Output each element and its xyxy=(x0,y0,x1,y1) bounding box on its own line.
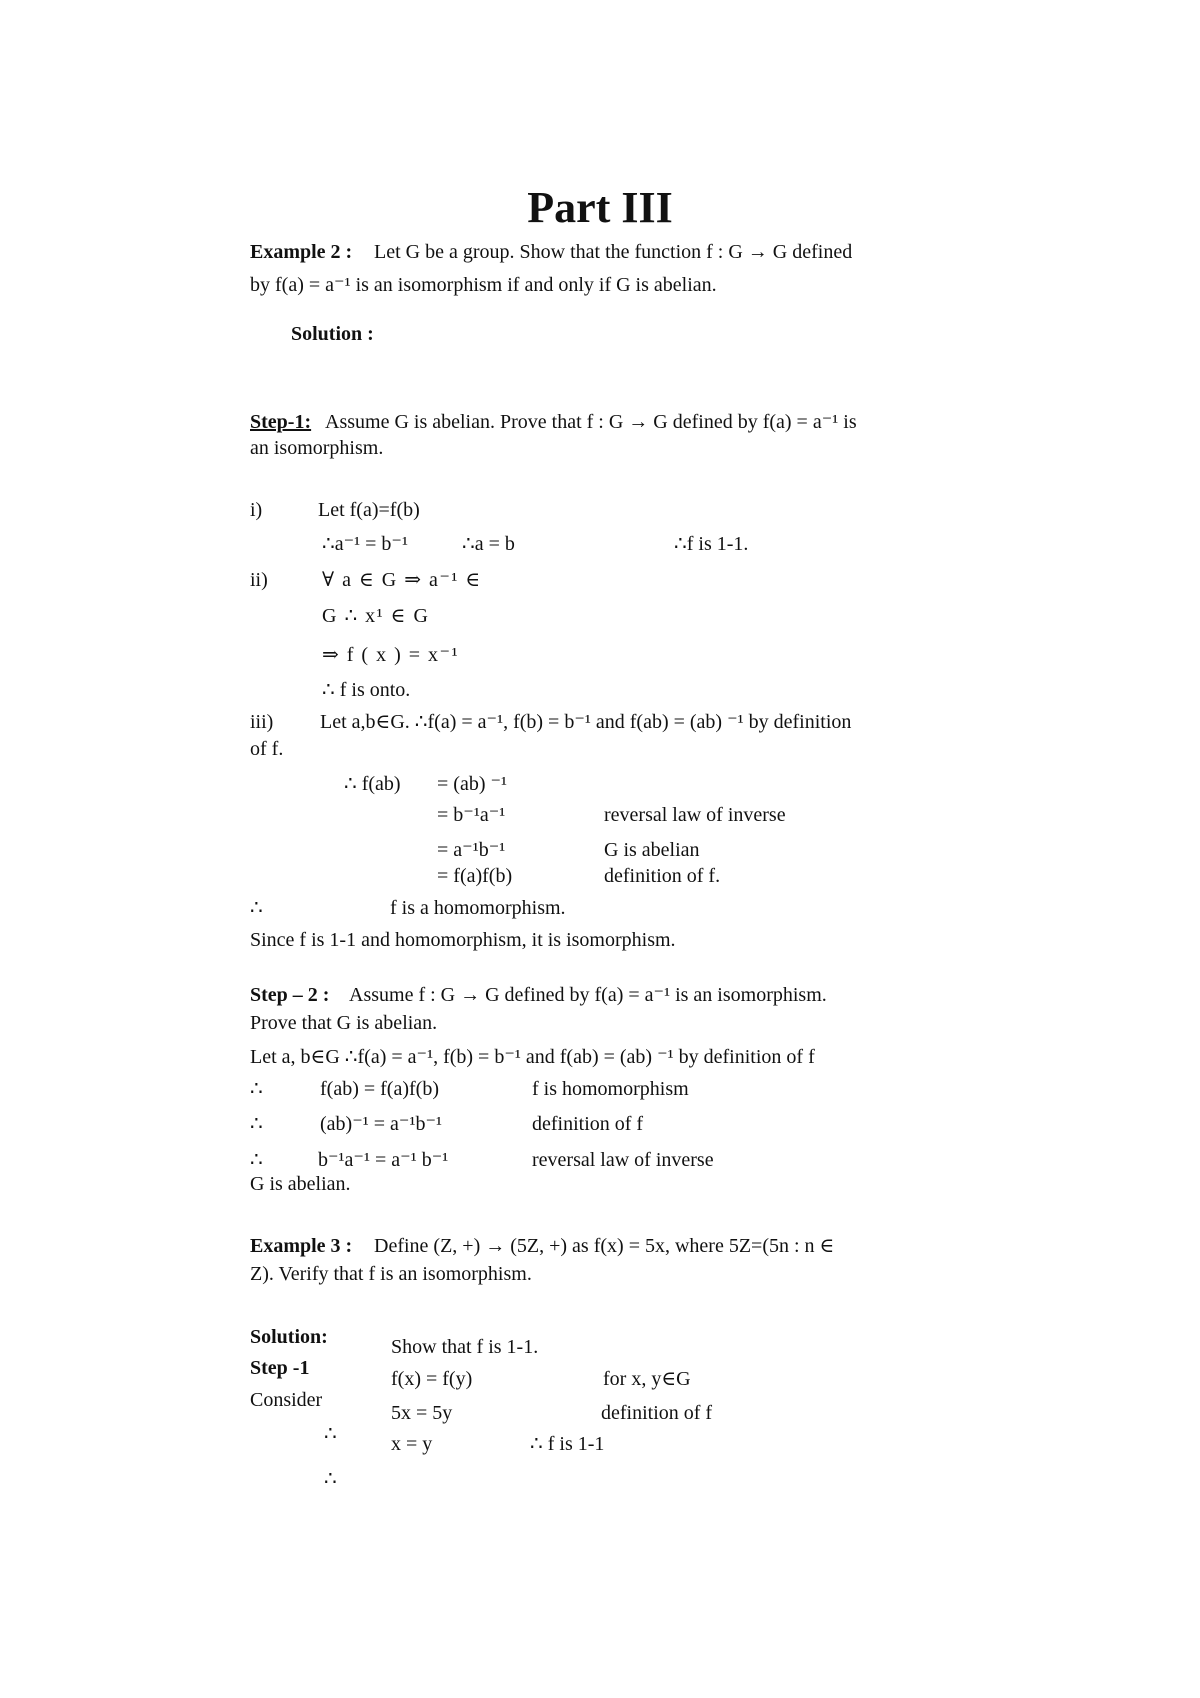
example-3-line-2: Z). Verify that f is an isomorphism. xyxy=(250,1263,532,1285)
part-iii-reason-3: G is abelian xyxy=(604,839,700,861)
example-3-step-1: Step -1 xyxy=(250,1357,310,1379)
step-2-reason-2: definition of f xyxy=(532,1113,644,1135)
example-2-line-1: Let G be a group. Show that the function f : G → G defined xyxy=(374,241,853,263)
part-i-conclusion: ∴f is 1-1. xyxy=(674,533,749,555)
step-1-line-1: Assume G is abelian. Prove that f : G → G defined by f(a) = a⁻¹ is xyxy=(325,411,857,433)
step-2-line-3: Let a, b∈G ∴f(a) = a⁻¹, f(b) = b⁻¹ and f(ab) = (ab) ⁻¹ by definition of f xyxy=(250,1046,815,1068)
step-2-line-2: Prove that G is abelian. xyxy=(250,1012,438,1034)
example-3-eq-3: x = y xyxy=(391,1433,433,1455)
part-iii-step-4: = f(a)f(b) xyxy=(437,865,513,887)
step-1-line-2: an isomorphism. xyxy=(250,437,384,459)
part-iii-number: iii) xyxy=(250,711,274,733)
step-2-line-1: Assume f : G → G defined by f(a) = a⁻¹ is an isomorphism. xyxy=(349,984,827,1006)
example-3-reason-2: definition of f xyxy=(601,1402,713,1424)
step-2-eq-2: (ab)⁻¹ = a⁻¹b⁻¹ xyxy=(320,1113,443,1135)
example-3-eq-2: 5x = 5y xyxy=(391,1402,453,1424)
part-ii-line-3: ⇒ f ( x ) = x⁻¹ xyxy=(322,644,460,666)
example-3-reason-1: for x, y∈G xyxy=(603,1368,691,1390)
page-title: Part III xyxy=(527,183,673,232)
example-2-line-2: by f(a) = a⁻¹ is an isomorphism if and only if G is abelian. xyxy=(250,274,717,296)
part-i-number: i) xyxy=(250,499,263,521)
step-2-conclusion: G is abelian. xyxy=(250,1173,351,1195)
step-2-eq-3: b⁻¹a⁻¹ = a⁻¹ b⁻¹ xyxy=(318,1149,449,1171)
part-ii-number: ii) xyxy=(250,569,268,591)
therefore-symbol: ∴ xyxy=(324,1468,337,1490)
example-3-solution: Solution: xyxy=(250,1326,328,1348)
part-ii-line-1: ∀ a ∈ G ⇒ a⁻¹ ∈ xyxy=(322,569,482,591)
part-ii-line-2: G ∴ x¹ ∈ G xyxy=(322,605,430,627)
step-2-reason-1: f is homomorphism xyxy=(532,1078,689,1100)
part-iii-reason-2: reversal law of inverse xyxy=(604,804,786,826)
step-2-reason-3: reversal law of inverse xyxy=(532,1149,714,1171)
step-1-label: Step-1: xyxy=(250,411,312,433)
example-3-consider: Consider xyxy=(250,1389,323,1411)
part-iii-f-ab: ∴ f(ab) xyxy=(344,773,401,795)
example-3-conclusion: ∴ f is 1-1 xyxy=(530,1433,605,1455)
therefore-symbol: ∴ xyxy=(324,1423,337,1445)
solution-heading: Solution : xyxy=(291,323,374,345)
part-i-a-equals-b: ∴a = b xyxy=(462,533,515,555)
example-2-label: Example 2 : xyxy=(250,241,353,263)
therefore-symbol: ∴ xyxy=(250,1149,263,1171)
part-iii-line-2: of f. xyxy=(250,738,284,760)
step-2-eq-1: f(ab) = f(a)f(b) xyxy=(320,1078,439,1100)
step-2-label: Step – 2 : xyxy=(250,984,330,1006)
part-iii-line-1: Let a,b∈G. ∴f(a) = a⁻¹, f(b) = b⁻¹ and f(ab) = (ab) ⁻¹ by definition xyxy=(320,711,852,733)
part-iii-step-3: = a⁻¹b⁻¹ xyxy=(437,839,506,861)
example-3-line-1: Define (Z, +) → (5Z, +) as f(x) = 5x, where 5Z=(5n : n ∈ xyxy=(374,1235,835,1257)
example-3-show: Show that f is 1-1. xyxy=(391,1336,539,1358)
part-iii-step-2: = b⁻¹a⁻¹ xyxy=(437,804,506,826)
homomorphism-conclusion: f is a homomorphism. xyxy=(390,897,566,919)
therefore-symbol: ∴ xyxy=(250,1113,263,1135)
therefore-symbol: ∴ xyxy=(250,1078,263,1100)
example-3-eq-1: f(x) = f(y) xyxy=(391,1368,473,1390)
part-iii-reason-4: definition of f. xyxy=(604,865,721,887)
example-3-label: Example 3 : xyxy=(250,1235,353,1257)
part-i-inverse-equal: ∴a⁻¹ = b⁻¹ xyxy=(322,533,408,555)
therefore-symbol: ∴ xyxy=(250,897,263,919)
isomorphism-conclusion: Since f is 1-1 and homomorphism, it is isomorphism. xyxy=(250,929,676,951)
part-ii-onto: ∴ f is onto. xyxy=(322,679,411,701)
part-i-line-1: Let f(a)=f(b) xyxy=(318,499,420,521)
part-iii-ab-inverse: = (ab) ⁻¹ xyxy=(437,773,508,795)
